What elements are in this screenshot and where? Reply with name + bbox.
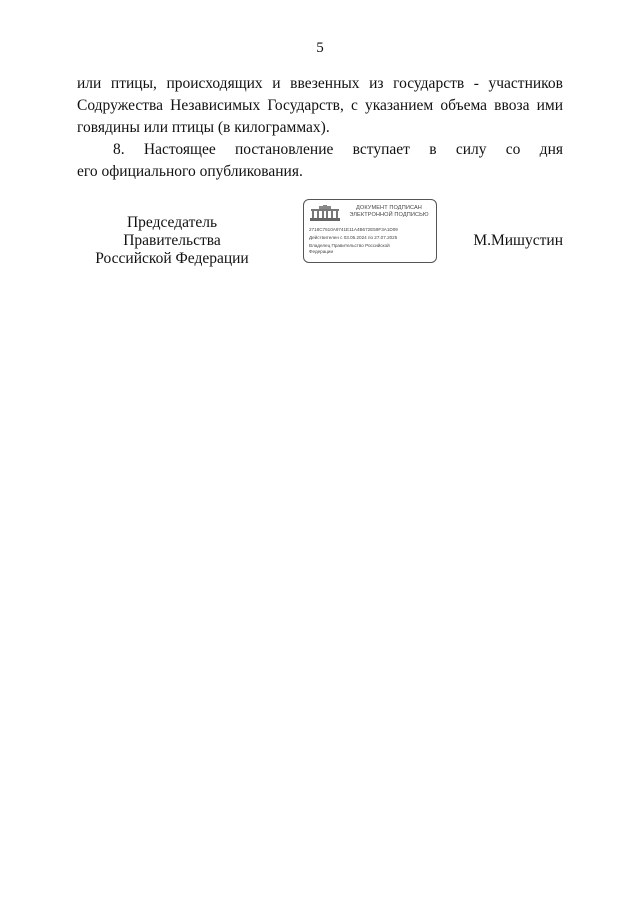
paragraph-8-line-2: его официального опубликования. (77, 163, 303, 180)
stamp-title-line-1: ДОКУМЕНТ ПОДПИСАН (356, 205, 422, 211)
stamp-title (342, 205, 436, 219)
signatory-position (77, 214, 267, 268)
body-line-1: или птицы, происходящих и ввезенных из государств - участников (77, 75, 563, 92)
stamp-title-line-2: ЭЛЕКТРОННОЙ ПОДПИСЬЮ (349, 212, 429, 218)
paragraph-8-line-1: 8. Настоящее постановление вступает в силу со дня (113, 141, 563, 158)
stamp-certificate: 2718C7610A9741E11A4B672E59F3A1D09 (309, 227, 398, 232)
page-number: 5 (316, 40, 324, 56)
signatory-position-line-2: Российской Федерации (95, 250, 249, 267)
signer-name: М.Мишустин (473, 232, 563, 249)
stamp-owner-line-2: Федерации (309, 249, 334, 254)
body-line-2: Содружества Независимых Государств, с указанием объема ввоза ими (77, 97, 563, 114)
stamp-validity: Действителен с 03.05.2024 по 27.07.2025 (309, 235, 398, 240)
government-building-icon (309, 205, 341, 221)
document-body (77, 73, 563, 183)
signatory-position-line-1: Председатель Правительства (123, 214, 221, 249)
electronic-signature-stamp (303, 199, 437, 263)
stamp-owner-line-1: Владелец Правительство Российской (309, 243, 390, 248)
body-line-3: говядины или птицы (в килограммах). (77, 119, 330, 136)
